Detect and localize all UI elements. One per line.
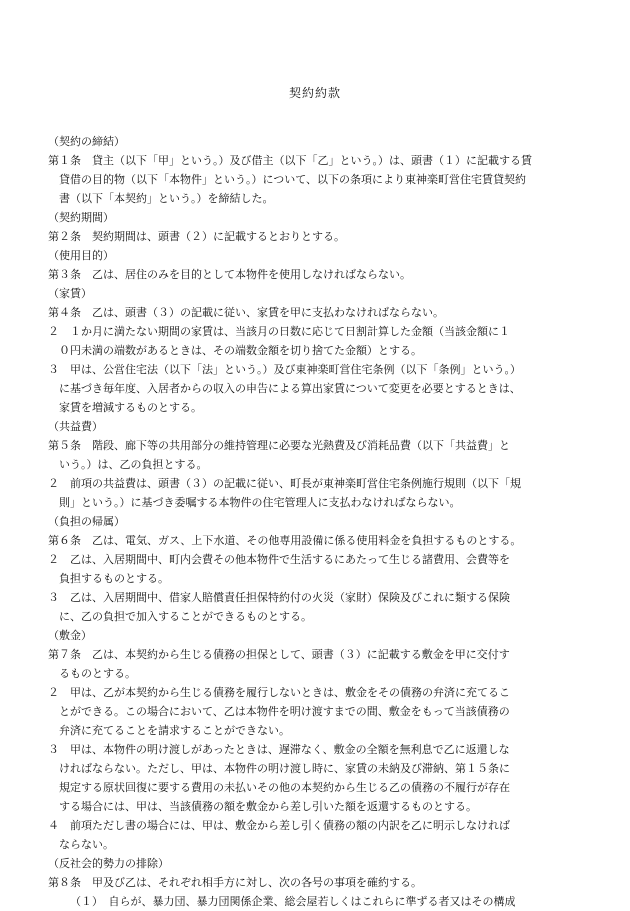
sub-item <box>48 892 588 911</box>
article-paragraph <box>48 227 588 246</box>
article-paragraph <box>48 151 588 208</box>
paragraph-line: ０円未満の端数があるときは、その端数金額を切り捨てた金額）とする。 <box>59 344 422 357</box>
article-paragraph <box>48 474 588 512</box>
paragraph-line: 第５条 階段、廊下等の共用部分の維持管理に必要な光熱費及び消耗品費（以下「共益費」と <box>48 439 510 452</box>
paragraph-line: 第３条 乙は、居住のみを目的として本物件を使用しなければならない。 <box>48 268 411 281</box>
article-paragraph <box>48 873 588 892</box>
article-paragraph <box>48 303 588 322</box>
article-paragraph <box>48 645 588 683</box>
section-heading: （負担の帰属） <box>48 515 125 528</box>
paragraph-line: （１） 自らが、暴力団、暴力団関係企業、総会屋若しくはこれらに準ずる者又はその構成 <box>70 895 516 908</box>
paragraph-line: 則」という。）に基づき委嘱する本物件の住宅管理人に支払わなければならない。 <box>59 496 461 509</box>
paragraph-line: いう。）は、乙の負担とする。 <box>59 458 208 471</box>
paragraph-line: ２ １か月に満たない期間の家賃は、当該月の日数に応じて日割計算した金額（当該金額に１ <box>48 325 510 338</box>
section-heading: （契約の締結） <box>48 135 125 148</box>
section-heading: （使用目的） <box>48 249 114 262</box>
paragraph-line: 第６条 乙は、電気、ガス、上下水道、その他専用設備に係る使用料金を負担するものとする。 <box>48 534 522 547</box>
section-heading: （共益費） <box>48 420 103 433</box>
article-paragraph <box>48 265 588 284</box>
paragraph-line: 第７条 乙は、本契約から生じる債務の担保として、頭書（３）に記載する敷金を甲に交付す <box>48 648 510 661</box>
paragraph-line: るものとする。 <box>59 667 136 680</box>
paragraph-line: 第８条 甲及び乙は、それぞれ相手方に対し、次の各号の事項を確約する。 <box>48 876 422 889</box>
paragraph-line: 家賃を増減するものとする。 <box>59 401 202 414</box>
article-paragraph <box>48 360 588 417</box>
paragraph-line: とができる。この場合において、乙は本物件を明け渡すまでの間、敷金をもって当該債務の <box>59 705 510 718</box>
section-heading: （敷金） <box>48 629 92 642</box>
paragraph-line: 第４条 乙は、頭書（３）の記載に従い、家賃を甲に支払わなければならない。 <box>48 306 444 319</box>
paragraph-line: 第１条 貸主（以下「甲」という。）及び借主（以下「乙」という。）は、頭書（１）に記載する賃 <box>48 154 532 167</box>
article-paragraph <box>48 322 588 360</box>
paragraph-line: に基づき毎年度、入居者からの収入の申告による算出家賃について変更を必要とするときは、 <box>59 382 521 395</box>
section-heading: （家賃） <box>48 287 92 300</box>
paragraph-line: ３ 乙は、入居期間中、借家人賠償責任担保特約付の火災（家財）保険及びこれに類する保険 <box>48 591 510 604</box>
article-paragraph <box>48 531 588 550</box>
paragraph-line: 第２条 契約期間は、頭書（２）に記載するとおりとする。 <box>48 230 345 243</box>
paragraph-line: する場合には、甲は、当該債務の額を敷金から差し引いた額を返還するものとする。 <box>59 800 477 813</box>
paragraph-line: ３ 甲は、公営住宅法（以下「法」という。）及び東神楽町営住宅条例（以下「条例」という。） <box>48 363 521 376</box>
paragraph-line: 負担するものとする。 <box>59 572 169 585</box>
paragraph-line: 規定する原状回復に要する費用の未払いその他の本契約から生じる乙の債務の不履行が存在 <box>59 781 510 794</box>
document-title: 契約約款 <box>288 86 341 100</box>
article-paragraph <box>48 588 588 626</box>
section-heading: （契約期間） <box>48 211 114 224</box>
article-paragraph <box>48 550 588 588</box>
paragraph-line: ４ 前項ただし書の場合には、甲は、敷金から差し引く債務の額の内訳を乙に明示しなければ <box>48 819 510 832</box>
paragraph-line: ければならない。ただし、甲は、本物件の明け渡し時に、家賃の未納及び滞納、第１５条に <box>59 762 510 775</box>
paragraph-line: 弁済に充てることを請求することができない。 <box>59 724 290 737</box>
paragraph-line: に、乙の負担で加入することができるものとする。 <box>59 610 312 623</box>
section-heading: （反社会的勢力の排除） <box>48 857 169 870</box>
paragraph-line: ２ 前項の共益費は、頭書（３）の記載に従い、町長が東神楽町営住宅条例施行規則（以下「規 <box>48 477 521 490</box>
paragraph-line: ならない。 <box>59 838 114 851</box>
paragraph-line: ２ 甲は、乙が本契約から生じる債務を履行しないときは、敷金をその債務の弁済に充てるこ <box>48 686 510 699</box>
article-paragraph <box>48 816 588 854</box>
paragraph-line: ３ 甲は、本物件の明け渡しがあったときは、遅滞なく、敷金の全額を無利息で乙に返還しな <box>48 743 510 756</box>
article-paragraph <box>48 683 588 740</box>
article-paragraph <box>48 436 588 474</box>
paragraph-line: ２ 乙は、入居期間中、町内会費その他本物件で生活するにあたって生じる諸費用、会費等を <box>48 553 510 566</box>
paragraph-line: 貸借の目的物（以下「本物件」という。）について、以下の条項により東神楽町営住宅賃貸契約 <box>59 173 527 186</box>
paragraph-line: 書（以下「本契約」という。）を締結した。 <box>59 192 274 205</box>
document-body <box>48 132 588 911</box>
article-paragraph <box>48 740 588 816</box>
